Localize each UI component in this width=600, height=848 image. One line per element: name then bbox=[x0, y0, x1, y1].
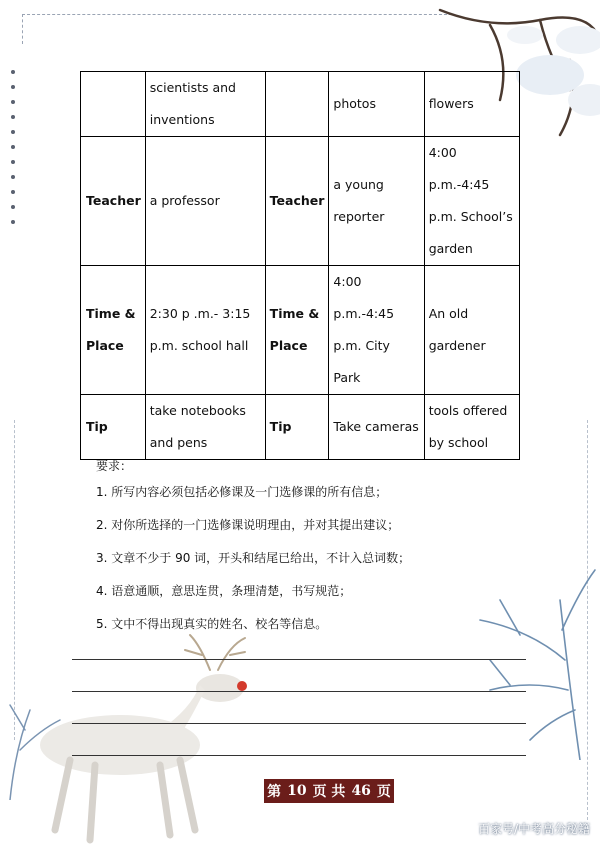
table-cell: An old gardener bbox=[424, 266, 519, 395]
table-cell: scientists and inventions bbox=[145, 72, 265, 137]
footer-middle: 页 共 bbox=[312, 784, 346, 800]
requirement-item: 4. 语意通顺，意思连贯，条理清楚，书写规范； bbox=[96, 584, 352, 598]
requirement-item: 1. 所写内容必须包括必修课及一门选修课的所有信息； bbox=[96, 485, 388, 499]
table-cell: 4:00 p.m.-4:45 p.m. School’s garden bbox=[424, 137, 519, 266]
footer-prefix: 第 bbox=[267, 784, 282, 800]
row-label: Tip bbox=[81, 395, 146, 460]
watermark: 百家号/中考高分秘籍 bbox=[477, 822, 590, 836]
row-label bbox=[265, 72, 329, 137]
requirements-title: 要求： bbox=[96, 459, 133, 473]
writing-line bbox=[72, 691, 526, 723]
total-pages: 46 bbox=[351, 783, 371, 799]
frame-line-top bbox=[22, 14, 452, 15]
table-cell: a professor bbox=[145, 137, 265, 266]
table-cell: photos bbox=[329, 72, 424, 137]
schedule-table bbox=[80, 71, 520, 460]
table-row bbox=[81, 266, 520, 395]
table-cell: Take cameras bbox=[329, 395, 424, 460]
decorative-dots bbox=[11, 70, 19, 235]
table-cell: 4:00 p.m.-4:45 p.m. City Park bbox=[329, 266, 424, 395]
writing-line bbox=[72, 659, 526, 691]
row-label: Tip bbox=[265, 395, 329, 460]
row-label: Teacher bbox=[81, 137, 146, 266]
table-cell: tools offered by school bbox=[424, 395, 519, 460]
writing-lines bbox=[72, 659, 526, 787]
table-row bbox=[81, 395, 520, 460]
table-row bbox=[81, 72, 520, 137]
frame-line-left bbox=[22, 14, 23, 44]
table-row bbox=[81, 137, 520, 266]
current-page: 10 bbox=[287, 783, 307, 799]
table-cell: flowers bbox=[424, 72, 519, 137]
requirement-item: 3. 文章不少于 90 词，开头和结尾已给出，不计入总词数； bbox=[96, 551, 411, 565]
requirement-item: 2. 对你所选择的一门选修课说明理由，并对其提出建议； bbox=[96, 518, 400, 532]
row-label: Time & Place bbox=[81, 266, 146, 395]
row-label bbox=[81, 72, 146, 137]
row-label: Time & Place bbox=[265, 266, 329, 395]
requirement-item: 5. 文中不得出现真实的姓名、校名等信息。 bbox=[96, 617, 328, 631]
table-cell: 2:30 p .m.- 3:15 p.m. school hall bbox=[145, 266, 265, 395]
page-number-footer bbox=[264, 779, 394, 803]
row-label: Teacher bbox=[265, 137, 329, 266]
table-cell: a young reporter bbox=[329, 137, 424, 266]
footer-suffix: 页 bbox=[376, 784, 391, 800]
requirements-section bbox=[96, 455, 410, 646]
writing-line bbox=[72, 723, 526, 755]
table-cell: take notebooks and pens bbox=[145, 395, 265, 460]
